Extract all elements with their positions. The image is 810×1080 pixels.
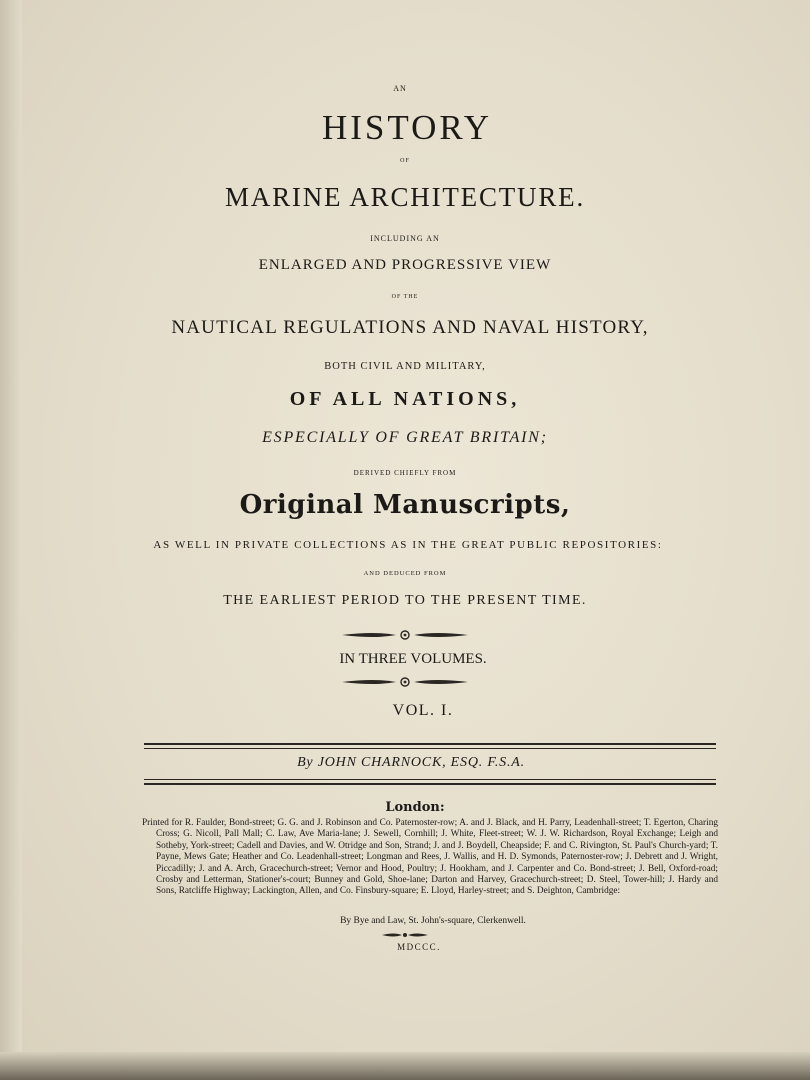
including-label: INCLUDING AN <box>370 234 440 243</box>
ornament-small <box>0 929 810 941</box>
subject-title: MARINE ARCHITECTURE. <box>225 182 585 212</box>
civil-military-line: BOTH CIVIL AND MILITARY, <box>324 361 486 372</box>
imprint-year: MDCCC. <box>397 942 441 952</box>
manuscripts-line: Original Manuscripts, <box>239 490 571 520</box>
rule-lower-thin <box>144 779 716 780</box>
collections-line: AS WELL IN PRIVATE COLLECTIONS AS IN THE GREAT PUBLIC REPOSITORIES: <box>153 539 663 551</box>
regulations-line: NAUTICAL REGULATIONS AND NAVAL HISTORY, <box>171 317 649 338</box>
volume-number: VOL. I. <box>392 702 454 719</box>
flourish-icon <box>340 677 470 687</box>
ornament-upper <box>0 629 810 641</box>
flourish-icon <box>340 630 470 640</box>
imprint-block <box>142 818 718 898</box>
author-line: By JOHN CHARNOCK, ESQ. F.S.A. <box>297 755 525 770</box>
flourish-icon <box>380 931 430 939</box>
imprint-booksellers: Printed for R. Faulder, Bond-street; G. G. and J. Robinson and Co. Paternoster-row; A. and J. Black, and H. Parry, Leadenhall-street; T. Egerton, Charing Cross; G. Nicoll, Pall Mall; C. Law, Ave Maria-lane; J. Sewell, Cornhill; J. White, Fleet-street; W. J. W. Richardson, Royal Exchange; Leigh and Sotheby, York-street; Cadell and Davies, and W. Otridge and Son, Strand; J. and J. Boydell, Cheapside; F. and C. Rivington, St. Paul's Church-yard; T. Payne, Mews Gate; Heather and Co. Leadenhall-street; Longman and Rees, J. Wallis, and H. D. Symonds, Paternoster-row; J. Debrett and J. Wright, Piccadilly; J. and A. Arch, Gracechurch-street; Vernor and Hood, Poultry; J. Hookham, and J. Carpenter and Co. Bond-street; J. Bell, Oxford-road; Crosby and Letterman, Stationer's-court; Bunney and Gold, Shoe-lane; Darton and Harvey, Gracechurch-street; D. Steel, Tower-hill; J. Hardy and Sons, Ratcliffe Highway; Lackington, Allen, and Co. Finsbury-square; E. Lloyd, Harley-street; and S. Deighton, Cambridge: <box>142 818 718 897</box>
article-an: AN <box>393 84 407 93</box>
volumes-line: IN THREE VOLUMES. <box>339 651 487 667</box>
view-line: ENLARGED AND PROGRESSIVE VIEW <box>258 257 552 273</box>
of-the-label: OF THE <box>391 294 419 300</box>
rule-upper <box>144 743 716 745</box>
all-nations-line: OF ALL NATIONS, <box>289 388 521 410</box>
period-line: THE EARLIEST PERIOD TO THE PRESENT TIME. <box>223 593 587 608</box>
britain-line: ESPECIALLY OF GREAT BRITAIN; <box>262 429 548 446</box>
derived-label: DERIVED CHIEFLY FROM <box>353 469 457 477</box>
page-bottom-edge <box>0 1052 810 1080</box>
imprint-printer: By Bye and Law, St. John's-square, Clerkenwell. <box>340 916 526 926</box>
rule-upper-thin <box>144 748 716 749</box>
of-1: OF <box>400 158 410 164</box>
main-title: HISTORY <box>321 108 493 147</box>
ornament-lower <box>0 676 810 688</box>
imprint-city: London: <box>385 800 445 815</box>
deduced-label: AND DEDUCED FROM <box>363 570 447 577</box>
rule-lower <box>144 783 716 785</box>
